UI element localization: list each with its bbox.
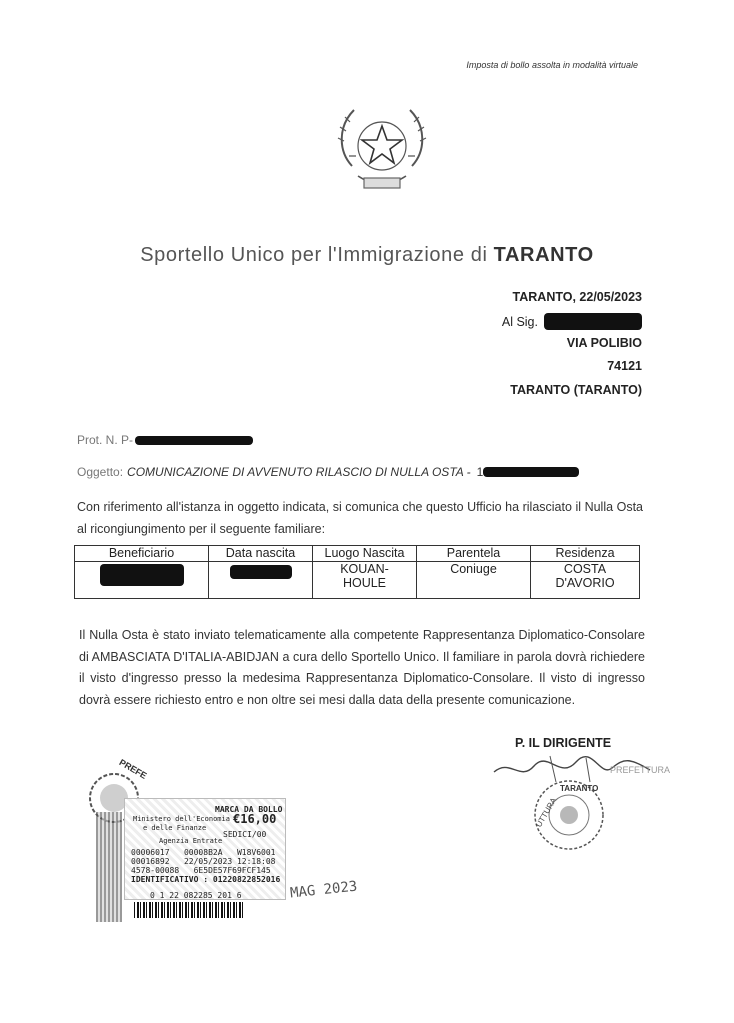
intro-text: Con riferimento all'istanza in oggetto indicata, si comunica che questo Ufficio ha rilasciato il Nulla Osta al ricongiungimento per il seguente familiare: [77,500,643,536]
stamp-data-line: 4578-00088 6E5DE57F69FCF145 [131,866,271,875]
stamp-amount-words: SEDICI/00 [223,830,267,839]
office-title: Sportello Unico per l'Immigrazione di TARANTO [140,244,594,266]
stamp-edge-shadow [96,812,122,922]
protocol-line [77,433,253,447]
place-date: TARANTO, 22/05/2023 [512,290,642,304]
office-city: TARANTO [493,244,594,266]
recipient-street: VIA POLIBIO [566,336,642,350]
subject-text: COMUNICAZIONE DI AVVENUTO RILASCIO DI NULLA OSTA - [127,465,471,479]
header-residenza: Residenza [531,546,640,562]
table-header-row [75,546,640,562]
stamp-data-line: IDENTIFICATIVO : 01220822852016 [131,875,281,884]
redacted-protocol [135,436,253,445]
round-stamp-text: PREFE [117,757,149,781]
subject-label: Oggetto: [77,465,124,479]
stamp-agency: Agenzia Entrate [159,837,223,845]
recipient-city: TARANTO (TARANTO) [510,383,642,397]
stamp-data-line: 00016892 22/05/2023 12:18:08 [131,857,276,866]
stamp-city: TARANTO [560,784,599,793]
redacted-name [544,313,642,330]
date-stamp: MAG 2023 [289,878,359,902]
revenue-stamp [124,798,286,900]
table-row [75,562,640,599]
redacted-birthdate [230,565,292,579]
header-luogo-nascita: Luogo Nascita [313,546,417,562]
signature-title: P. IL DIRIGENTE [515,736,612,750]
stamp-data-line: 00006017 00008B2A W18V6001 [131,848,276,857]
barcode-number: 0 1 22 082285 201 6 [150,891,242,900]
stamp-ring-text: UTTURA [534,796,559,829]
stamp-heading: MARCA DA BOLLO [215,805,283,814]
tax-note: Imposta di bollo assolta in modalità virtuale [466,60,638,70]
stamp-top-text: PREFETTURA [610,765,671,775]
stamp-ministry-line2: e delle Finanze [143,824,207,832]
recipient-postal-code: 74121 [607,359,642,373]
family-table [74,545,640,599]
stamp-amount: €16,00 [233,812,277,826]
body-paragraph: Il Nulla Osta è stato inviato telematicamente alla competente Rappresentanza Diplomatico-Consolare di AMBASCIATA D'ITALIA-ABIDJAN a cura dello Sportello Unico. Il familiare in parola dovrà richiedere il visto d'ingresso presso la medesima Rappresentanza Diplomatico-Consolare. Il visto di ingresso dovrà essere richiesto entro e non oltre sei mesi dalla data della presente comunicazione. [79,628,645,707]
header-data-nascita: Data nascita [209,546,313,562]
cell-parentela: Coniuge [417,562,531,599]
italian-republic-emblem-icon [330,96,434,208]
recipient-name-line [502,313,642,330]
stamp-ministry-line1: Ministero dell'Economia [133,815,230,823]
salutation: Al Sig. [501,314,538,329]
barcode-icon [134,902,244,918]
header-beneficiario: Beneficiario [75,546,209,562]
cell-data-nascita [209,562,313,599]
redacted-beneficiary [100,564,184,586]
subject-line [77,465,579,479]
cell-luogo-nascita: KOUAN-HOULE [313,562,417,599]
header-parentela: Parentela [417,546,531,562]
subject-suffix: 1 [476,465,484,479]
cell-beneficiario [75,562,209,599]
protocol-label: Prot. N. P- [77,433,134,447]
cell-residenza: COSTA D'AVORIO [531,562,640,599]
redacted-subject-number [483,467,579,477]
